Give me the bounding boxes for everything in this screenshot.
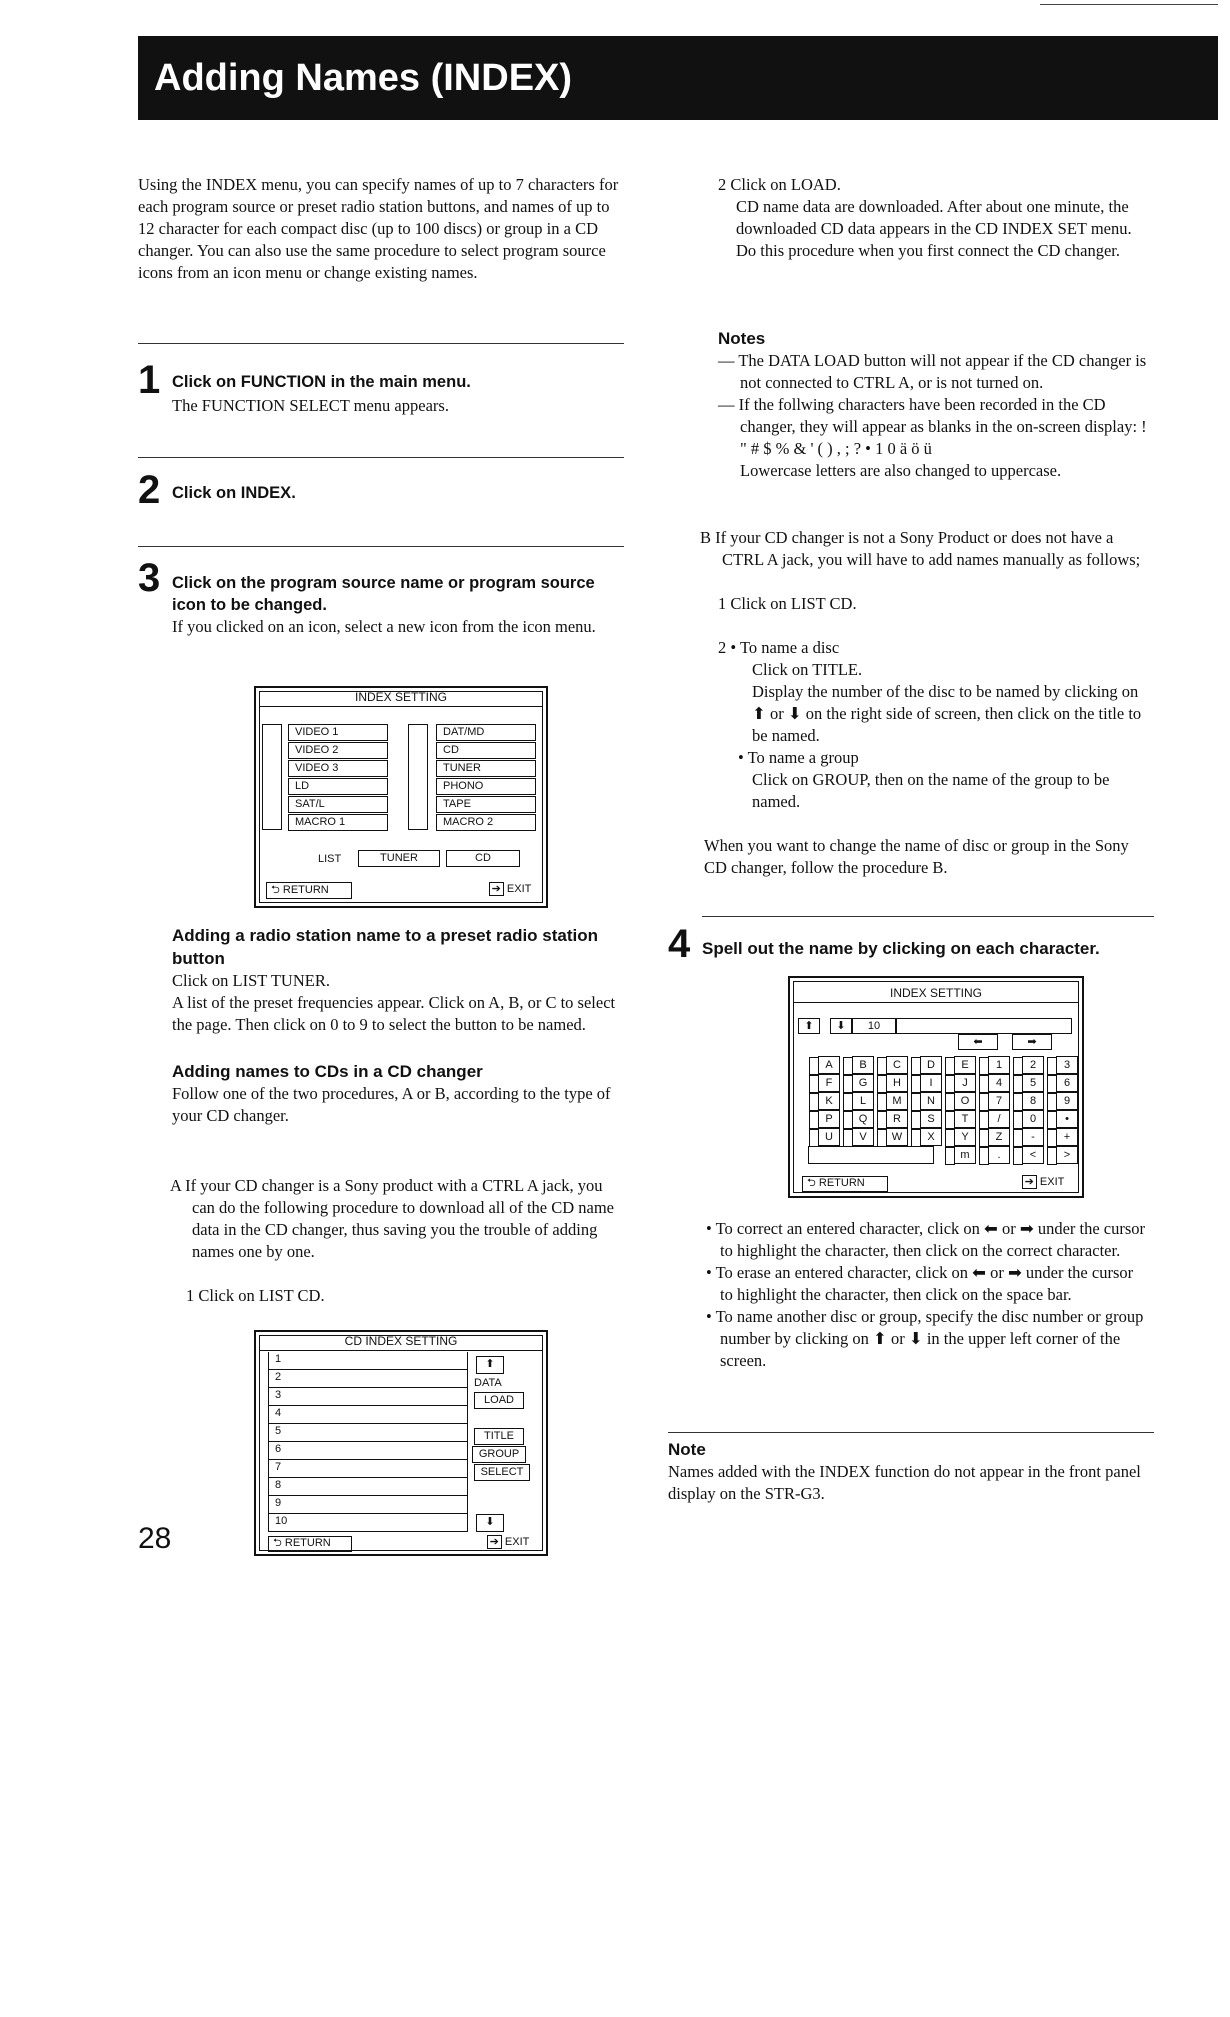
step-number: 3 <box>138 556 161 600</box>
char-key[interactable]: U <box>818 1128 840 1146</box>
char-key[interactable]: R <box>886 1110 908 1128</box>
radio-line1: Click on LIST TUNER. <box>172 971 330 990</box>
source-name-tape[interactable]: TAPE <box>436 796 536 813</box>
source-name-phono[interactable]: PHONO <box>436 778 536 795</box>
char-key[interactable]: P <box>818 1110 840 1128</box>
exit-button[interactable]: ➔ EXIT <box>480 1536 536 1552</box>
char-key[interactable]: Y <box>954 1128 976 1146</box>
note-2b: Lowercase letters are also changed to uppercase. <box>740 461 1062 480</box>
number-down-button[interactable] <box>830 1018 852 1034</box>
cd-row[interactable]: 2 <box>268 1370 468 1388</box>
cursor-left-button[interactable] <box>958 1034 998 1050</box>
header-banner <box>138 36 1218 120</box>
char-key[interactable]: O <box>954 1092 976 1110</box>
character-entry-screen <box>788 976 1084 1198</box>
number-up-button[interactable] <box>798 1018 820 1034</box>
cd-title-list[interactable] <box>268 1352 468 1532</box>
name-entry-field[interactable] <box>896 1018 1072 1034</box>
space-bar[interactable] <box>808 1146 934 1164</box>
char-key[interactable]: D <box>920 1056 942 1074</box>
char-key[interactable]: + <box>1056 1128 1078 1146</box>
return-button[interactable]: ⮌ RETURN <box>266 882 352 899</box>
source-name-macro1[interactable]: MACRO 1 <box>288 814 388 831</box>
return-icon: ⮌ <box>271 884 283 896</box>
char-key[interactable]: F <box>818 1074 840 1092</box>
screen-title: INDEX SETTING <box>354 690 447 704</box>
source-name-satl[interactable]: SAT/L <box>288 796 388 813</box>
note-heading: Note <box>668 1440 706 1459</box>
cd-row[interactable]: 8 <box>268 1478 468 1496</box>
char-key[interactable]: 3 <box>1056 1056 1078 1074</box>
return-icon: ⮌ <box>807 1177 819 1189</box>
char-key[interactable]: W <box>886 1128 908 1146</box>
cd-row[interactable]: 5 <box>268 1424 468 1442</box>
title-button[interactable]: TITLE <box>474 1428 524 1445</box>
source-name-macro2[interactable]: MACRO 2 <box>436 814 536 831</box>
divider <box>668 1432 1154 1433</box>
char-key[interactable]: - <box>1022 1128 1044 1146</box>
index-setting-screen <box>254 686 548 908</box>
scroll-down-button[interactable] <box>476 1514 504 1532</box>
arrow-down-icon: ⬇ <box>836 1020 846 1032</box>
list-label: LIST <box>318 853 342 865</box>
return-icon: ⮌ <box>273 1537 285 1549</box>
step-title: Click on the program source name or program source icon to be changed. <box>172 574 595 614</box>
char-key[interactable]: 2 <box>1022 1056 1044 1074</box>
cds-body: Follow one of the two procedures, A or B, according to the type of your CD changer. <box>172 1084 611 1125</box>
procedure-a: A If your CD changer is a Sony product with a CTRL A jack, you can do the following procedure to download all of the CD name data in the CD changer, thus saving you the trouble of adding names one by one. <box>170 1176 615 1261</box>
char-key[interactable]: 0 <box>1022 1110 1044 1128</box>
disc-number: 10 <box>852 1018 896 1034</box>
cds-heading: Adding names to CDs in a CD changer <box>172 1062 483 1081</box>
arrow-up-icon: ⬆ <box>485 1358 495 1370</box>
char-key[interactable]: Q <box>852 1110 874 1128</box>
radio-heading: Adding a radio station name to a preset radio station button <box>172 926 599 968</box>
bullet-erase: • To erase an entered character, click on ⬅ or ➡ under the cursor to highlight the character, then click on the space bar. <box>706 1263 1134 1304</box>
exit-icon: ➔ <box>487 1535 502 1549</box>
char-key[interactable]: Z <box>988 1128 1010 1146</box>
char-key[interactable]: m <box>954 1146 976 1164</box>
char-key[interactable]: X <box>920 1128 942 1146</box>
bullet-another: • To name another disc or group, specify the disc number or group number by clicking on ⬆ or ⬇ in the upper left corner of the screen. <box>706 1307 1144 1370</box>
arrow-right-icon: ➡ <box>1027 1036 1037 1048</box>
divider <box>702 916 1154 917</box>
screen-title: INDEX SETTING <box>889 986 982 1000</box>
char-key[interactable]: • <box>1056 1110 1078 1128</box>
list-tuner-button[interactable]: TUNER <box>358 850 440 867</box>
screen-title: CD INDEX SETTING <box>344 1334 458 1348</box>
char-key[interactable]: / <box>988 1110 1010 1128</box>
note-2: — If the follwing characters have been recorded in the CD changer, they will appear as blanks in the on-screen display: ! " # $ % & ' ( ) , ; ? • 1 0 ä ö ü <box>718 395 1147 458</box>
step2-body2: Do this procedure when you first connect the CD changer. <box>736 241 1120 260</box>
page-title: Adding Names (INDEX) <box>154 57 573 99</box>
divider <box>138 546 624 547</box>
procedure-b-step2-line: Display the number of the disc to be named by clicking on ⬆ or ⬇ on the right side of screen, then click on the title to be named. <box>752 682 1142 745</box>
source-name-video2[interactable]: VIDEO 2 <box>288 742 388 759</box>
source-name-cd[interactable]: CD <box>436 742 536 759</box>
icon-slot-column[interactable] <box>262 724 282 830</box>
exit-button[interactable]: ➔ EXIT <box>482 882 538 899</box>
cd-row[interactable]: 7 <box>268 1460 468 1478</box>
char-key[interactable]: 1 <box>988 1056 1010 1074</box>
cd-row[interactable]: 1 <box>268 1352 468 1370</box>
procedure-b: B If your CD changer is not a Sony Product or does not have a CTRL A jack, you will have to add names manually as follows; <box>700 528 1141 569</box>
char-key[interactable]: 6 <box>1056 1074 1078 1092</box>
procedure-b-step2-line: Click on GROUP, then on the name of the group to be named. <box>752 770 1110 811</box>
char-key[interactable]: > <box>1056 1146 1078 1164</box>
char-key[interactable]: M <box>886 1092 908 1110</box>
radio-line2: A list of the preset frequencies appear. Click on A, B, or C to select the page. Then click on 0 to 9 to select the button to be named. <box>172 993 616 1034</box>
step2-title: 2 Click on LOAD. <box>718 175 841 194</box>
return-button[interactable]: ⮌ RETURN <box>268 1536 352 1552</box>
char-key[interactable]: < <box>1022 1146 1044 1164</box>
procedure-b-step1: 1 Click on LIST CD. <box>718 594 857 613</box>
exit-icon: ➔ <box>489 882 504 896</box>
intro-paragraph: Using the INDEX menu, you can specify names of up to 7 characters for each program source or preset radio station buttons, and names of up to 12 character for each compact disc (up to 100 discs) or group in a CD changer. You can also use the same procedure to select program source icons from an icon menu or change existing names. <box>138 175 619 282</box>
step-number: 2 <box>138 468 161 512</box>
char-key[interactable]: B <box>852 1056 874 1074</box>
divider <box>138 343 624 344</box>
procedure-a-step1: 1 Click on LIST CD. <box>186 1286 325 1305</box>
load-button[interactable]: LOAD <box>474 1392 524 1409</box>
procedure-b-step2: 2 • To name a disc <box>718 638 840 657</box>
char-key[interactable]: 9 <box>1056 1092 1078 1110</box>
note-body: Names added with the INDEX function do not appear in the front panel display on the STR-G3. <box>668 1462 1141 1503</box>
procedure-b-change: When you want to change the name of disc or group in the Sony CD changer, follow the procedure B. <box>704 836 1129 877</box>
step-title: Click on INDEX. <box>172 484 296 502</box>
step-title: Spell out the name by clicking on each character. <box>702 939 1100 958</box>
cd-row[interactable]: 3 <box>268 1388 468 1406</box>
divider <box>138 457 624 458</box>
cursor-right-button[interactable] <box>1012 1034 1052 1050</box>
arrow-left-icon: ⬅ <box>973 1036 983 1048</box>
char-key[interactable]: L <box>852 1092 874 1110</box>
group-button[interactable]: GROUP <box>472 1446 526 1463</box>
char-key[interactable]: T <box>954 1110 976 1128</box>
char-key[interactable]: K <box>818 1092 840 1110</box>
char-key[interactable]: S <box>920 1110 942 1128</box>
character-grid <box>790 1056 1086 1166</box>
procedure-b-step2-line: • To name a group <box>738 748 859 767</box>
char-key[interactable]: C <box>886 1056 908 1074</box>
select-button[interactable]: SELECT <box>474 1464 530 1481</box>
cd-index-setting-screen <box>254 1330 548 1556</box>
step-body: The FUNCTION SELECT menu appears. <box>172 396 449 415</box>
char-key[interactable]: I <box>920 1074 942 1092</box>
exit-icon: ➔ <box>1022 1175 1037 1189</box>
source-name-tuner[interactable]: TUNER <box>436 760 536 777</box>
char-key[interactable]: 7 <box>988 1092 1010 1110</box>
scroll-up-button[interactable] <box>476 1356 504 1374</box>
data-label: DATA <box>474 1377 502 1389</box>
cd-row[interactable]: 10 <box>268 1514 468 1532</box>
char-key[interactable]: H <box>886 1074 908 1092</box>
page-number: 28 <box>138 1522 172 1555</box>
char-key[interactable]: N <box>920 1092 942 1110</box>
cd-row[interactable]: 4 <box>268 1406 468 1424</box>
source-name-datmd[interactable]: DAT/MD <box>436 724 536 741</box>
notes-heading: Notes <box>718 329 766 348</box>
bullet-correct: • To correct an entered character, click on ⬅ or ➡ under the cursor to highlight the character, then click on the correct character. <box>706 1219 1146 1260</box>
procedure-b-step2-line: Click on TITLE. <box>752 660 863 679</box>
char-key[interactable]: J <box>954 1074 976 1092</box>
step2-body1: CD name data are downloaded. After about one minute, the downloaded CD data appears in the CD INDEX SET menu. <box>736 197 1132 238</box>
cd-row[interactable]: 6 <box>268 1442 468 1460</box>
char-key[interactable]: V <box>852 1128 874 1146</box>
char-key[interactable]: 8 <box>1022 1092 1044 1110</box>
char-key[interactable]: 4 <box>988 1074 1010 1092</box>
note-1: — The DATA LOAD button will not appear if the CD changer is not connected to CTRL A, or is not turned on. <box>718 351 1147 392</box>
step-number: 4 <box>668 922 691 966</box>
exit-button[interactable]: ➔ EXIT <box>1014 1176 1072 1192</box>
cd-row[interactable]: 9 <box>268 1496 468 1514</box>
char-key[interactable]: E <box>954 1056 976 1074</box>
list-cd-button[interactable]: CD <box>446 850 520 867</box>
char-key[interactable]: . <box>988 1146 1010 1164</box>
icon-slot-column[interactable] <box>408 724 428 830</box>
char-key[interactable]: A <box>818 1056 840 1074</box>
step-number: 1 <box>138 358 161 402</box>
arrow-down-icon: ⬇ <box>485 1516 495 1528</box>
step-title: Click on FUNCTION in the main menu. <box>172 373 471 391</box>
char-key[interactable]: 5 <box>1022 1074 1044 1092</box>
source-name-ld[interactable]: LD <box>288 778 388 795</box>
source-name-video1[interactable]: VIDEO 1 <box>288 724 388 741</box>
source-name-video3[interactable]: VIDEO 3 <box>288 760 388 777</box>
top-rule <box>1040 4 1218 5</box>
step-body: If you clicked on an icon, select a new icon from the icon menu. <box>172 617 596 636</box>
char-key[interactable]: G <box>852 1074 874 1092</box>
return-button[interactable]: ⮌ RETURN <box>802 1176 888 1192</box>
arrow-up-icon: ⬆ <box>804 1020 814 1032</box>
